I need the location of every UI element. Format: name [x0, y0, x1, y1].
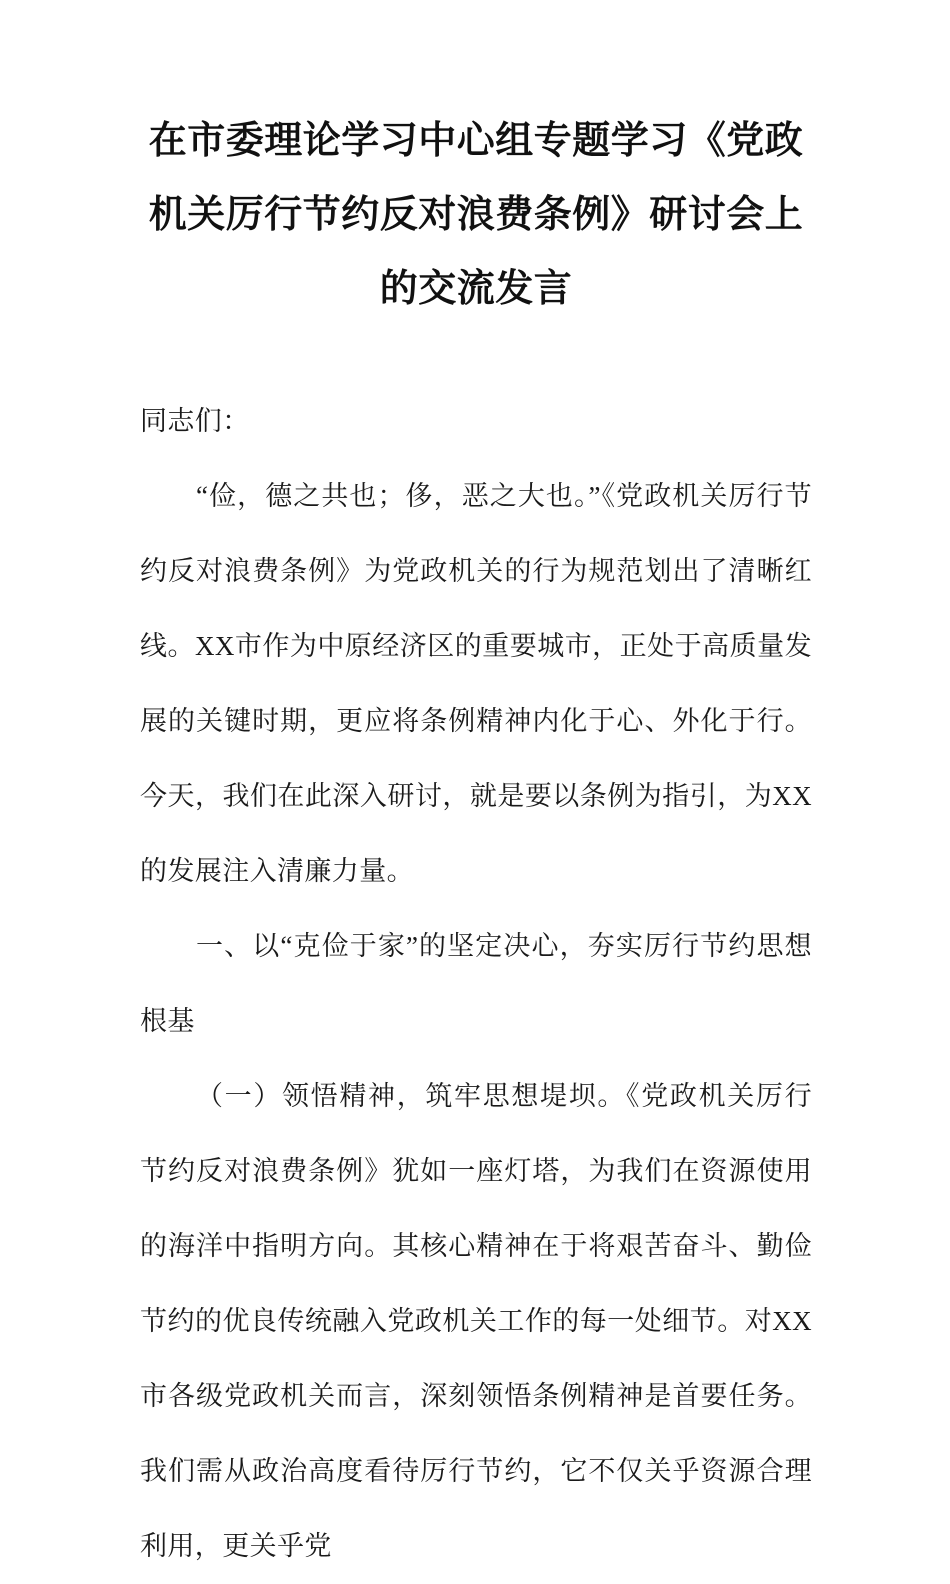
salutation-line: 同志们： [140, 406, 250, 436]
section-heading-1: 一、以“克俭于家”的坚定决心，夯实厉行节约思想根基 [140, 931, 812, 1036]
document-body [140, 0, 812, 1584]
page-title: 在市委理论学习中心组专题学习《党政机关厉行节约反对浪费条例》研讨会上的交流发言 [148, 120, 804, 310]
paragraph-opening: “俭，德之共也；侈，恶之大也。”《党政机关厉行节约反对浪费条例》为党政机关的行为规范划出了清晰红线。XX市作为中原经济区的重要城市，正处于高质量发展的关键时期，更应将条例精神内化于心、外化于行。今天，我们在此深入研讨，就是要以条例为指引，为XX的发展注入清廉力量。 [140, 481, 812, 886]
subsection-heading-1-1: （一）领悟精神，筑牢思想堤坝。《党政机关厉行节约反对浪费条例》犹如一座灯塔，为我们在资源使用的海洋中指明方向。其核心精神在于将艰苦奋斗、勤俭节约的优良传统融入党政机关工作的每一处细节。对XX市各级党政机关而言，深刻领悟条例精神是首要任务。我们需从政治高度看待厉行节约，它不仅关乎资源合理利用，更关乎党 [140, 1081, 812, 1561]
